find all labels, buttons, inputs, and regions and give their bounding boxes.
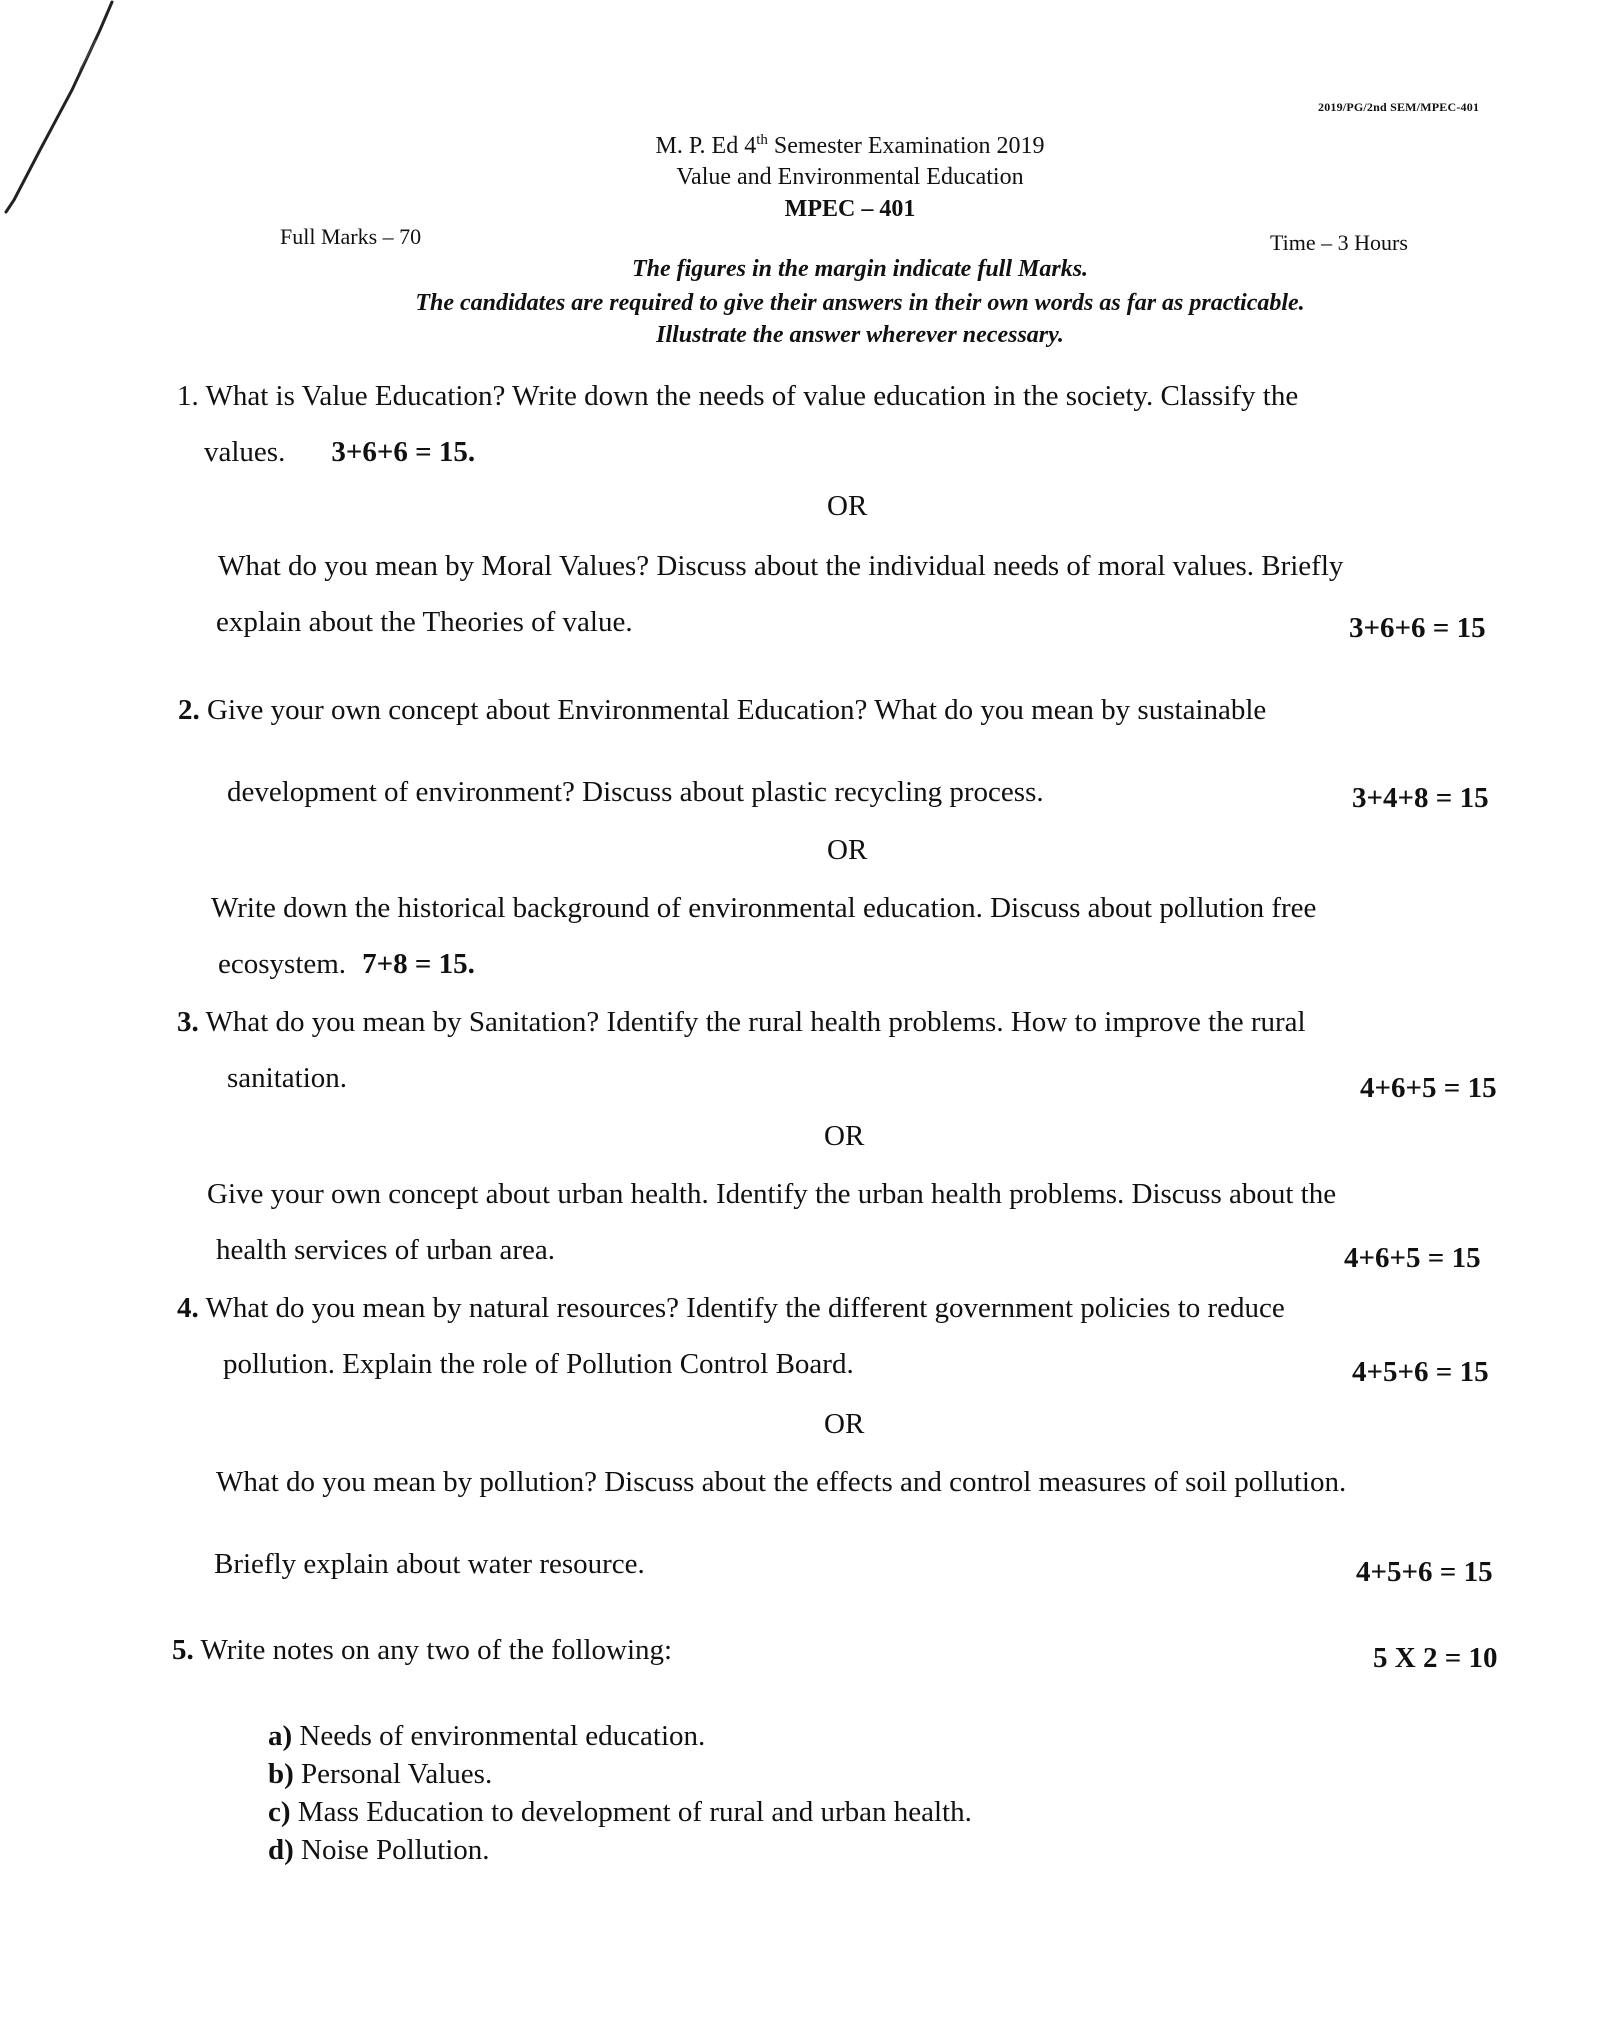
exam-title: M. P. Ed 4th Semester Examination 2019 — [655, 132, 1045, 159]
question-3b-line1: Give your own concept about urban health. Identify the urban health problems. Discuss about the — [207, 1178, 1337, 1210]
question-3a-marks: 4+6+5 = 15 — [1360, 1072, 1497, 1104]
question-1b-line2: explain about the Theories of value. — [216, 606, 633, 638]
document-code: 2019/PG/2nd SEM/MPEC-401 — [1318, 100, 1480, 114]
full-marks: Full Marks – 70 — [280, 224, 422, 249]
instruction-own-words: The candidates are required to give their answers in their own words as far as practicable. — [415, 290, 1305, 316]
question-4a-line2: pollution. Explain the role of Pollution Control Board. — [223, 1348, 854, 1380]
question-5-marks: 5 X 2 = 10 — [1373, 1642, 1498, 1674]
question-4b-line2: Briefly explain about water resource. — [214, 1548, 645, 1580]
question-2a-line2: development of environment? Discuss about plastic recycling process. — [227, 776, 1044, 808]
question-2b-line2: ecosystem. 7+8 = 15. — [218, 948, 475, 980]
question-3a-line2: sanitation. — [227, 1062, 348, 1094]
question-4a-line1: 4. What do you mean by natural resources? Identify the different government policies to reduce — [177, 1292, 1285, 1324]
question-1a-line1: 1. What is Value Education? Write down the needs of value education in the society. Classify the — [177, 380, 1299, 412]
question-3b-line2: health services of urban area. — [216, 1234, 555, 1266]
question-4b-line1: What do you mean by pollution? Discuss about the effects and control measures of soil pollution. — [216, 1466, 1347, 1498]
question-2b-line1: Write down the historical background of environmental education. Discuss about pollution free — [211, 892, 1317, 924]
time-allowed: Time – 3 Hours — [1270, 230, 1408, 255]
question-4a-marks: 4+5+6 = 15 — [1352, 1356, 1489, 1388]
question-1b-marks: 3+6+6 = 15 — [1349, 612, 1486, 644]
or-divider: OR — [824, 1408, 865, 1440]
question-1b-line1: What do you mean by Moral Values? Discuss about the individual needs of moral values. Briefly — [218, 550, 1344, 582]
or-divider: OR — [824, 1120, 865, 1152]
paper-code: MPEC – 401 — [784, 196, 916, 222]
subject-title: Value and Environmental Education — [676, 164, 1024, 190]
question-2a-marks: 3+4+8 = 15 — [1352, 782, 1489, 814]
question-5-option-a: a) Needs of environmental education. — [268, 1720, 706, 1752]
instruction-marks: The figures in the margin indicate full Marks. — [631, 256, 1089, 282]
question-4b-marks: 4+5+6 = 15 — [1356, 1556, 1493, 1588]
question-5-option-c: c) Mass Education to development of rural and urban health. — [268, 1796, 972, 1828]
question-5-option-d: d) Noise Pollution. — [268, 1834, 490, 1866]
question-1a-line2: values. 3+6+6 = 15. — [204, 436, 476, 468]
question-5-text: 5. Write notes on any two of the following: — [172, 1634, 673, 1666]
or-divider: OR — [827, 490, 868, 522]
question-3b-marks: 4+6+5 = 15 — [1344, 1242, 1481, 1274]
question-5-option-b: b) Personal Values. — [268, 1758, 493, 1790]
question-2a-line1: 2. Give your own concept about Environmental Education? What do you mean by sustainable — [178, 694, 1267, 726]
instruction-illustrate: Illustrate the answer wherever necessary. — [656, 322, 1064, 348]
question-3a-line1: 3. What do you mean by Sanitation? Identify the rural health problems. How to improve the rural — [177, 1006, 1306, 1038]
or-divider: OR — [827, 834, 868, 866]
